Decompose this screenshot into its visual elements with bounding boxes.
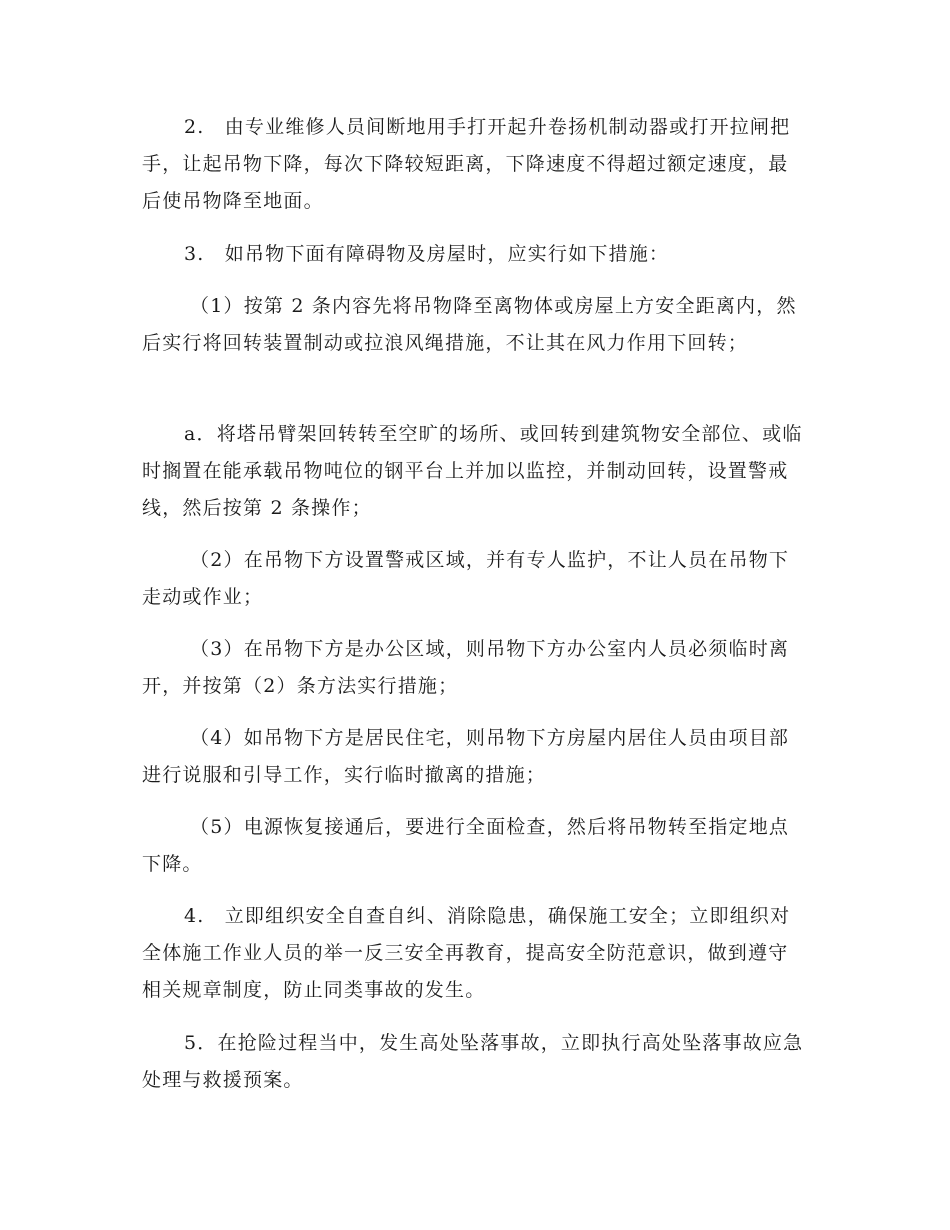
paragraph-measure-2: （2）在吊物下方设置警戒区域，并有专人监护，不让人员在吊物下走动或作业； xyxy=(142,549,790,608)
paragraph-step-3: 3. 如吊物下面有障碍物及房屋时，应实行如下措施： xyxy=(184,243,670,265)
paragraph-step-2: 2. 由专业维修人员间断地用手打开起升卷扬机制动器或打开拉闸把手，让起吊物下降，每次下降较短距离，下降速度不得超过额定速度，最后使吊物降至地面。 xyxy=(142,116,791,212)
paragraph-measure-3: （3）在吊物下方是办公区域，则吊物下方办公室内人员必须临时离开，并按第（2）条方法实行措施； xyxy=(142,638,790,697)
paragraph-measure-a: a．将塔吊臂架回转转至空旷的场所、或回转到建筑物安全部位、或临时搁置在能承载吊物吨位的钢平台上并加以监控，并制动回转，设置警戒线，然后按第 2 条操作； xyxy=(142,423,803,519)
paragraph-measure-1: （1）按第 2 条内容先将吊物降至离物体或房屋上方安全距离内，然后实行将回转装置制动或拉浪风绳措施，不让其在风力作用下回转； xyxy=(142,295,797,354)
paragraph-step-4: 4. 立即组织安全自查自纠、消除隐患，确保施工安全；立即组织对全体施工作业人员的举一反三安全再教育，提高安全防范意识，做到遵守相关规章制度，防止同类事故的发生。 xyxy=(142,905,791,1001)
paragraph-step-5: 5．在抢险过程当中，发生高处坠落事故，立即执行高处坠落事故应急处理与救援预案。 xyxy=(142,1032,804,1091)
paragraph-measure-4: （4）如吊物下方是居民住宅，则吊物下方房屋内居住人员由项目部进行说服和引导工作，实行临时撤离的措施； xyxy=(142,727,790,786)
paragraph-measure-5: （5）电源恢复接通后，要进行全面检查，然后将吊物转至指定地点下降。 xyxy=(142,816,790,875)
